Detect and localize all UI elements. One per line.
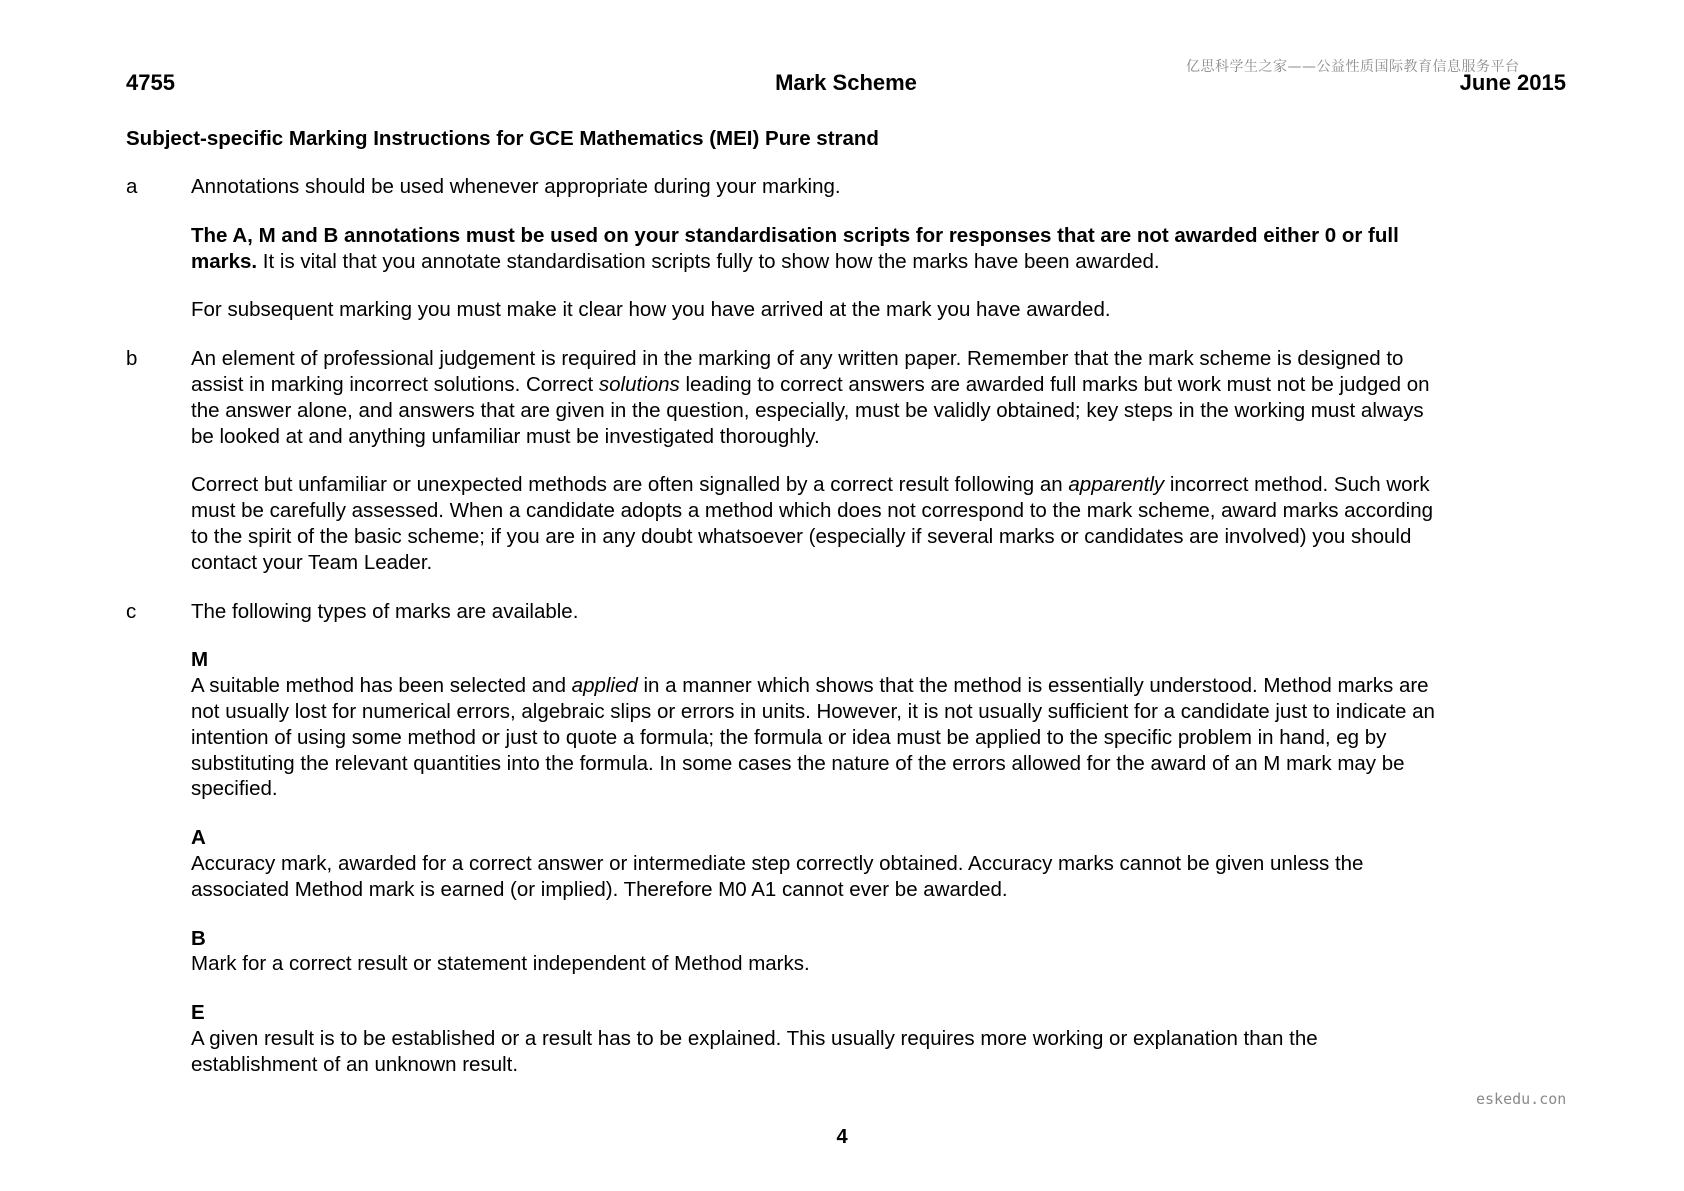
paragraph xyxy=(191,223,1446,275)
description-text: A suitable method has been selected and xyxy=(191,674,572,698)
paragraph-text: Correct but unfamiliar or unexpected methods are often signalled by a correct result following an xyxy=(191,473,1069,497)
mark-code: A xyxy=(191,826,206,850)
italic-text: applied xyxy=(571,674,638,698)
mark-type-a xyxy=(191,825,1446,902)
watermark-top: 亿思科学生之家——公益性质国际教育信息服务平台 xyxy=(1186,59,1520,75)
italic-text: apparently xyxy=(1068,473,1165,497)
item-letter: c xyxy=(126,599,137,623)
mark-description xyxy=(191,673,1446,802)
italic-text: solutions xyxy=(598,372,680,396)
paragraph xyxy=(191,297,1446,323)
mark-code: B xyxy=(191,926,206,950)
mark-code: E xyxy=(191,1001,205,1025)
paragraph-text: incorrect method. Such work must be carefully assessed. When a candidate adopts a method which does not correspond to the mark scheme, award marks according to the spirit of the basic scheme; if you are in any doubt whatsoever (especially if several marks or candidates are involved) you should contact your Team Leader. xyxy=(191,473,1434,574)
page-header xyxy=(126,70,1566,100)
mark-description: Mark for a correct result or statement independent of Method marks. xyxy=(191,952,810,976)
exam-date: June 2015 xyxy=(1459,70,1566,95)
mark-type-b xyxy=(191,926,1446,978)
paragraph xyxy=(191,599,1446,625)
paragraph-text: An element of professional judgement is required in the marking of any written paper. Remember that the mark scheme is designed to assist in marking incorrect solutions. Correct xyxy=(191,347,1404,396)
mark-description: A given result is to be established or a result has to be explained. This usually requires more working or explanation than the establishment of an unknown result. xyxy=(191,1026,1318,1076)
mark-code: M xyxy=(191,648,209,672)
mark-description: Accuracy mark, awarded for a correct answer or intermediate step correctly obtained. Accuracy marks cannot be given unless the associated Method mark is earned (or implied). Therefore M0 A1 cannot ever be awarded. xyxy=(191,851,1364,901)
paragraph-text: It is vital that you annotate standardisation scripts fully to show how the marks have been awarded. xyxy=(257,249,1160,273)
item-letter: a xyxy=(126,175,138,198)
paragraph-text: leading to correct answers are awarded full marks but work must not be judged on the answer alone, and answers that are given in the question, especially, must be validly obtained; key steps in the working must always be looked at and anything unfamiliar must be investigated thoroughly. xyxy=(191,372,1430,448)
bold-text: The A, M and B annotations must be used on your standardisation scripts for responses that are not awarded either 0 or full marks. xyxy=(191,223,1399,273)
paragraph xyxy=(191,346,1446,449)
mark-type-e xyxy=(191,1000,1446,1077)
paragraph-text: The following types of marks are available. xyxy=(191,599,579,623)
paper-code: 4755 xyxy=(126,70,175,95)
instructions-body xyxy=(126,174,1446,1101)
paragraph-text: For subsequent marking you must make it clear how you have arrived at the mark you have awarded. xyxy=(191,298,1111,322)
paragraph xyxy=(191,472,1446,575)
watermark-bottom: eskedu.con xyxy=(1476,1090,1567,1108)
instruction-item-b xyxy=(126,346,1446,575)
section-heading: Subject-specific Marking Instructions for GCE Mathematics (MEI) Pure strand xyxy=(126,127,879,150)
instruction-item-c xyxy=(126,599,1446,1078)
paragraph xyxy=(191,174,1446,200)
page-number: 4 xyxy=(836,1126,848,1148)
document-title: Mark Scheme xyxy=(775,70,917,95)
paragraph-text: Annotations should be used whenever appropriate during your marking. xyxy=(191,175,841,198)
mark-type-m xyxy=(191,647,1446,802)
description-text: in a manner which shows that the method is essentially understood. Method marks are not usually lost for numerical errors, algebraic slips or errors in units. However, it is not usually sufficient for a candidate just to indicate an intention of using some method or just to quote a formula; the formula or idea must be applied to the specific problem in hand, eg by substituting the relevant quantities into the formula. In some cases the nature of the errors allowed for the award of an M mark may be specified. xyxy=(191,674,1435,801)
item-letter: b xyxy=(126,347,138,371)
instruction-item-a xyxy=(126,174,1446,323)
